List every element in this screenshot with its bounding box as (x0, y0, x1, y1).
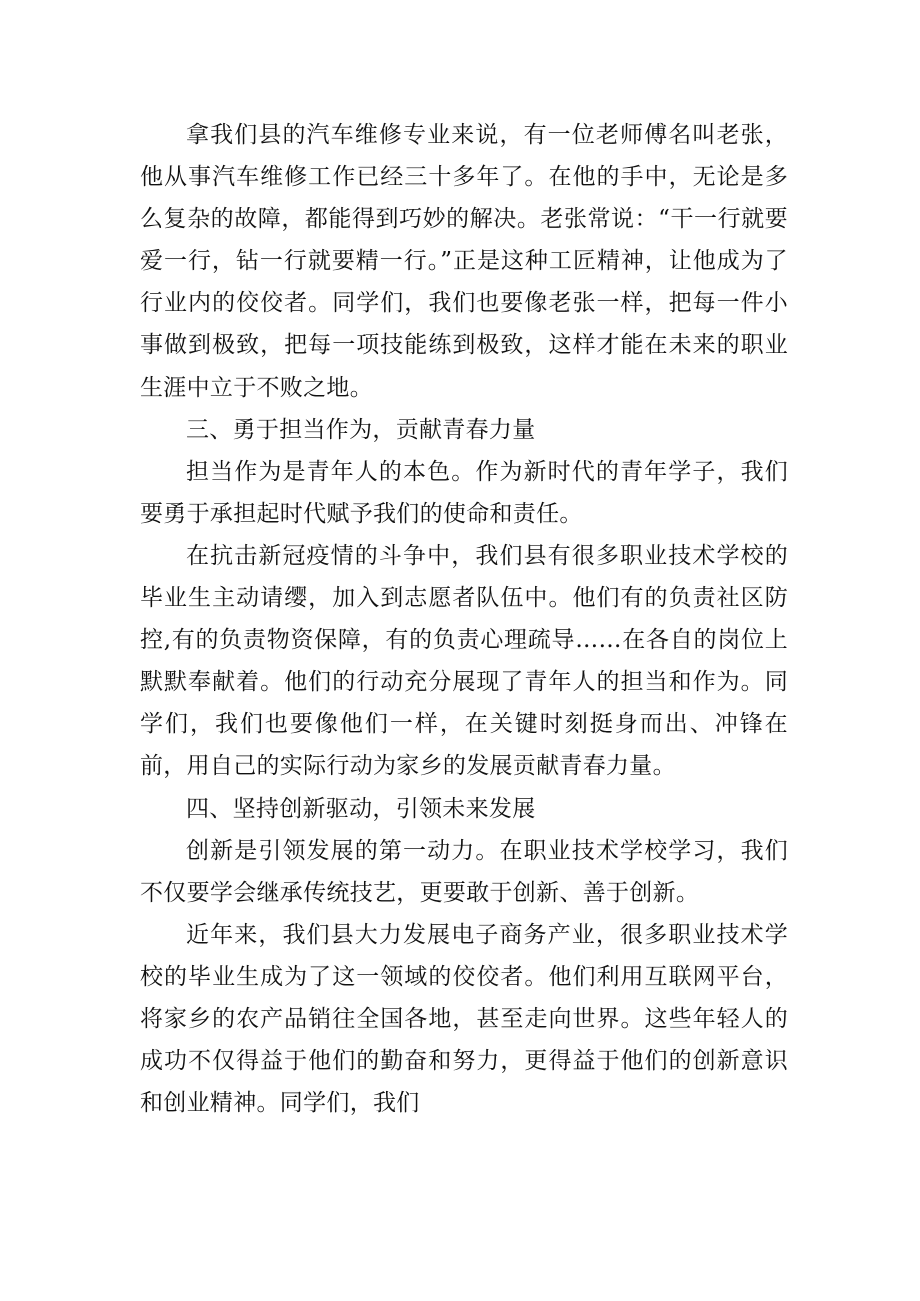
section-heading-four: 四、坚持创新驱动，引领未来发展 (186, 795, 536, 822)
paragraph-innovation-intro: 创新是引领发展的第一动力。在职业技术学校学习，我们不仅要学会继承传统技艺，更要敢于创新、善于创新。 (140, 837, 788, 906)
paragraph-responsibility-intro: 担当作为是青年人的本色。作为新时代的青年学子，我们要勇于承担起时代赋予我们的使命和责任。 (140, 458, 788, 527)
paragraph-volunteer-story: 在抗击新冠疫情的斗争中，我们县有很多职业技术学校的毕业生主动请缨，加入到志愿者队伍中。他们有的负责社区防控,有的负责物资保障，有的负责心理疏导……在各自的岗位上默默奉献着。他们的行动充分展现了青年人的担当和作为。同学们，我们也要像他们一样，在关键时刻挺身而出、冲锋在前，用自己的实际行动为家乡的发展贡献青春力量。 (140, 542, 788, 780)
paragraph-ecommerce-story: 近年来，我们县大力发展电子商务产业，很多职业技术学校的毕业生成为了这一领域的佼佼者。他们利用互联网平台，将家乡的农产品销往全国各地，甚至走向世界。这些年轻人的成功不仅得益于他们的勤奋和努力，更得益于他们的创新意识和创业精神。同学们，我们 (140, 921, 788, 1117)
paragraph-mechanic-story: 拿我们县的汽车维修专业来说，有一位老师傅名叫老张，他从事汽车维修工作已经三十多年了。在他的手中，无论是多么复杂的故障，都能得到巧妙的解决。老张常说：“干一行就要爱一行，钻一行就要精一行。”正是这种工匠精神，让他成为了行业内的佼佼者。同学们，我们也要像老张一样，把每一件小事做到极致，把每一项技能练到极致，这样才能在未来的职业生涯中立于不败之地。 (140, 122, 788, 401)
section-heading-three: 三、勇于担当作为，贡献青春力量 (186, 416, 536, 443)
document-body (140, 114, 788, 1124)
